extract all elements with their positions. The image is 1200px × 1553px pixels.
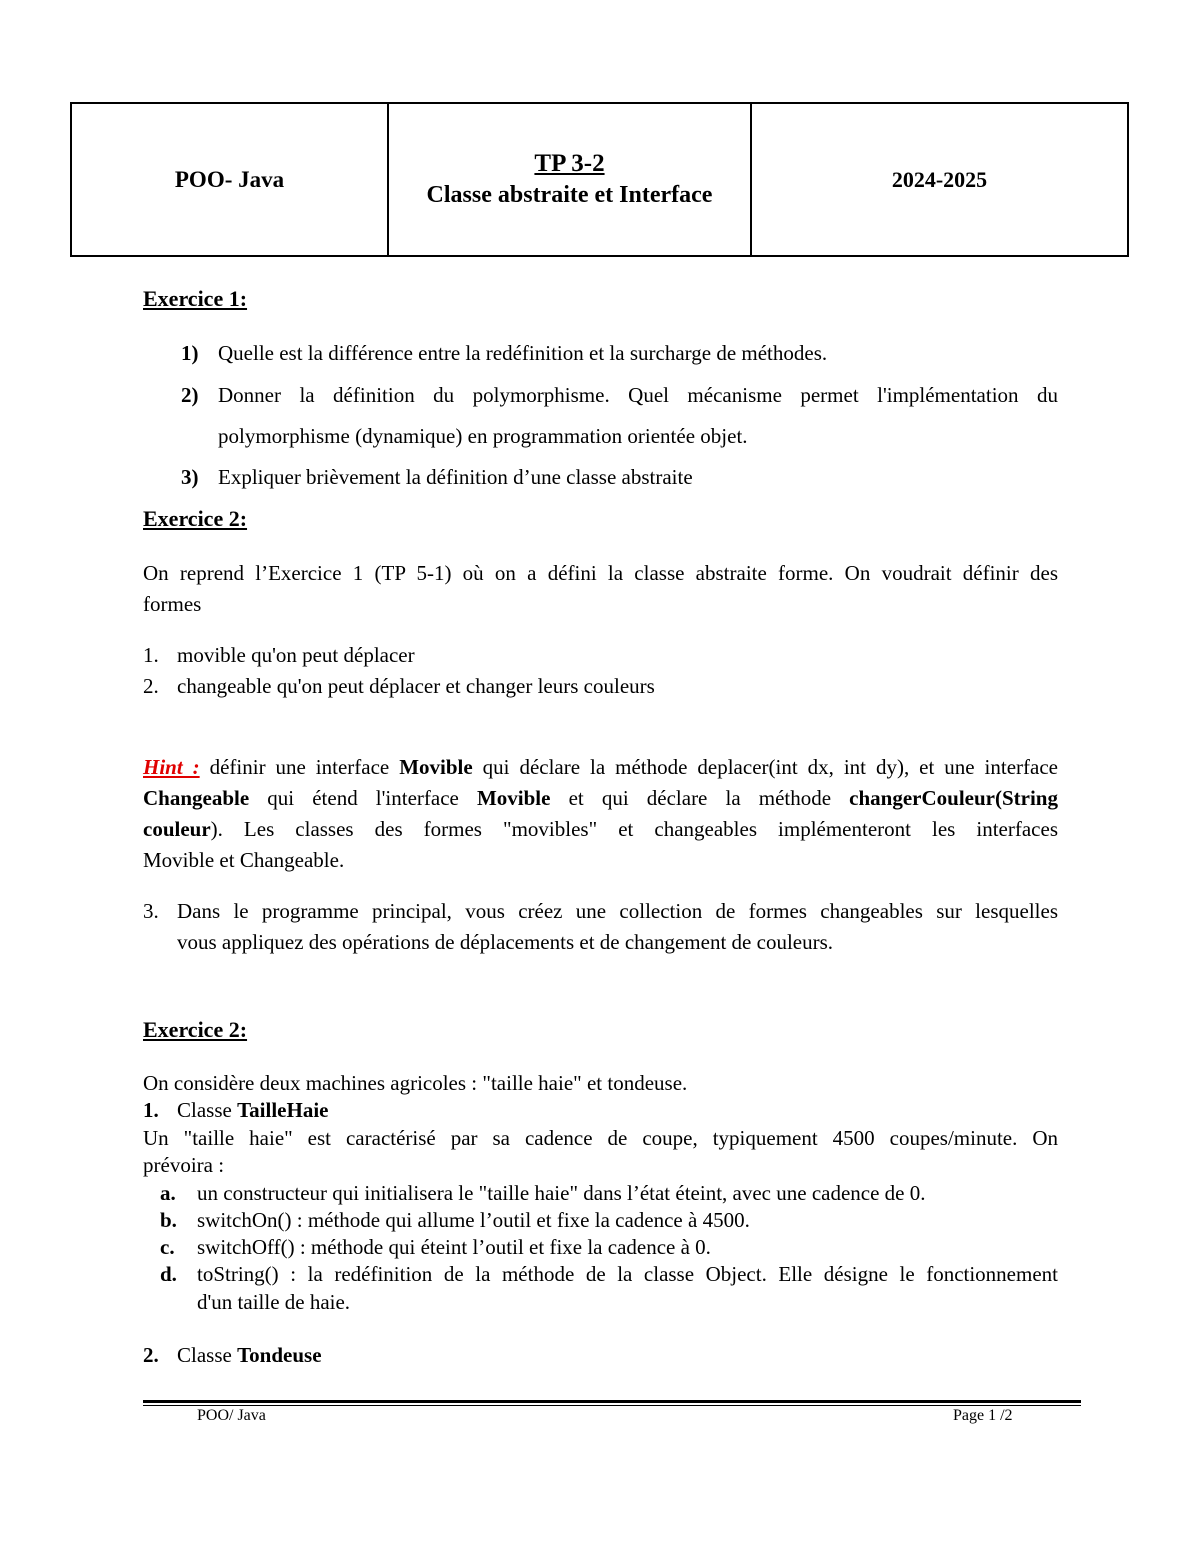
footer-rule-thick [143,1400,1081,1403]
section-label: Classe [177,1343,238,1367]
footer-page-number: Page 1 /2 [953,1407,1013,1424]
ex2-item3-line1: Dans le programme principal, vous créez une collection de formes changeables sur lesquelles [177,899,1058,923]
hint-text: définir une interface [199,755,400,779]
ex2-item1-number: 1. [143,643,159,667]
exercise-2-title: Exercice 2: [143,506,248,531]
ex1-q2-line2: polymorphisme (dynamique) en programmation orientée objet. [218,424,748,448]
ex3-c-number: c. [160,1235,175,1259]
ex3-s1-heading [177,1098,328,1123]
ex1-q1-text: Quelle est la différence entre la redéfinition et la surcharge de méthodes. [218,341,828,365]
class-name: TailleHaie [237,1098,329,1122]
ex2-item2-number: 2. [143,674,159,698]
ex3-b-text: switchOn() : méthode qui allume l’outil et fixe la cadence à 4500. [197,1208,750,1232]
ex3-b-number: b. [160,1208,177,1232]
ex2-item3-number: 3. [143,899,159,923]
ex3-intro: On considère deux machines agricoles : "taille haie" et tondeuse. [143,1071,688,1095]
ex1-q3-number: 3) [181,465,199,489]
ex2-item2-text: changeable qu'on peut déplacer et changer leurs couleurs [177,674,655,698]
ex3-s2-heading [177,1343,322,1368]
hint-keyword: couleur [143,817,211,841]
ex3-s1-number: 1. [143,1098,159,1122]
tp-title: Classe abstraite et Interface [426,181,713,208]
year-cell [752,104,1127,255]
hint-keyword: Changeable [143,786,250,810]
hint-line1 [143,755,1058,780]
hint-text: qui déclare la méthode deplacer(int dx, int dy), et une interface [472,755,1058,779]
ex2-intro-line2: formes [143,592,202,616]
ex3-s2-number: 2. [143,1343,159,1367]
ex3-d-number: d. [160,1262,177,1286]
ex3-a-text: un constructeur qui initialisera le "taille haie" dans l’état éteint, avec une cadence de 0. [197,1181,926,1205]
footer-rule-thin [143,1405,1081,1406]
class-name: Tondeuse [237,1343,322,1367]
hint-keyword: changerCouleur(String [849,786,1058,810]
ex3-s1-desc-line1: Un "taille haie" est caractérisé par sa cadence de coupe, typiquement 4500 coupes/minute. On [143,1126,1058,1150]
hint-label: Hint : [143,755,200,779]
hint-line3 [143,817,1058,842]
ex1-q1-number: 1) [181,341,199,365]
ex3-d-line2: d'un taille de haie. [197,1290,351,1314]
ex2-intro-line1: On reprend l’Exercice 1 (TP 5-1) où on a défini la classe abstraite forme. On voudrait définir des [143,561,1058,585]
footer-left: POO/ Java [197,1407,266,1424]
hint-text: ). Les classes des formes "movibles" et changeables implémenteront les interfaces [210,817,1058,841]
ex1-q2-line1: Donner la définition du polymorphisme. Quel mécanisme permet l'implémentation du [218,383,1058,407]
hint-text: qui étend l'interface [249,786,477,810]
ex2-item3-line2: vous appliquez des opérations de déplacements et de changement de couleurs. [177,930,834,954]
tp-number: TP 3-2 [534,149,605,177]
ex3-c-text: switchOff() : méthode qui éteint l’outil et fixe la cadence à 0. [197,1235,711,1259]
hint-line2 [143,786,1058,811]
title-cell [389,104,752,255]
course-name: POO- Java [174,166,285,192]
ex1-q3-text: Expliquer brièvement la définition d’une classe abstraite [218,465,693,489]
hint-keyword: Movible [399,755,473,779]
ex3-a-number: a. [160,1181,176,1205]
hint-keyword: Movible [476,786,551,810]
academic-year: 2024-2025 [891,166,988,192]
ex3-s1-desc-line2: prévoira : [143,1153,225,1177]
exercise-1-title: Exercice 1: [143,286,248,311]
header-table [70,102,1129,257]
hint-text: et qui déclare la méthode [550,786,850,810]
ex3-d-line1: toString() : la redéfinition de la méthode de la classe Object. Elle désigne le fonctionnement [197,1262,1058,1286]
exercise-3-title: Exercice 2: [143,1017,248,1042]
course-cell [72,104,389,255]
section-label: Classe [177,1098,238,1122]
hint-line4: Movible et Changeable. [143,848,345,872]
ex1-q2-number: 2) [181,383,199,407]
ex2-item1-text: movible qu'on peut déplacer [177,643,415,667]
